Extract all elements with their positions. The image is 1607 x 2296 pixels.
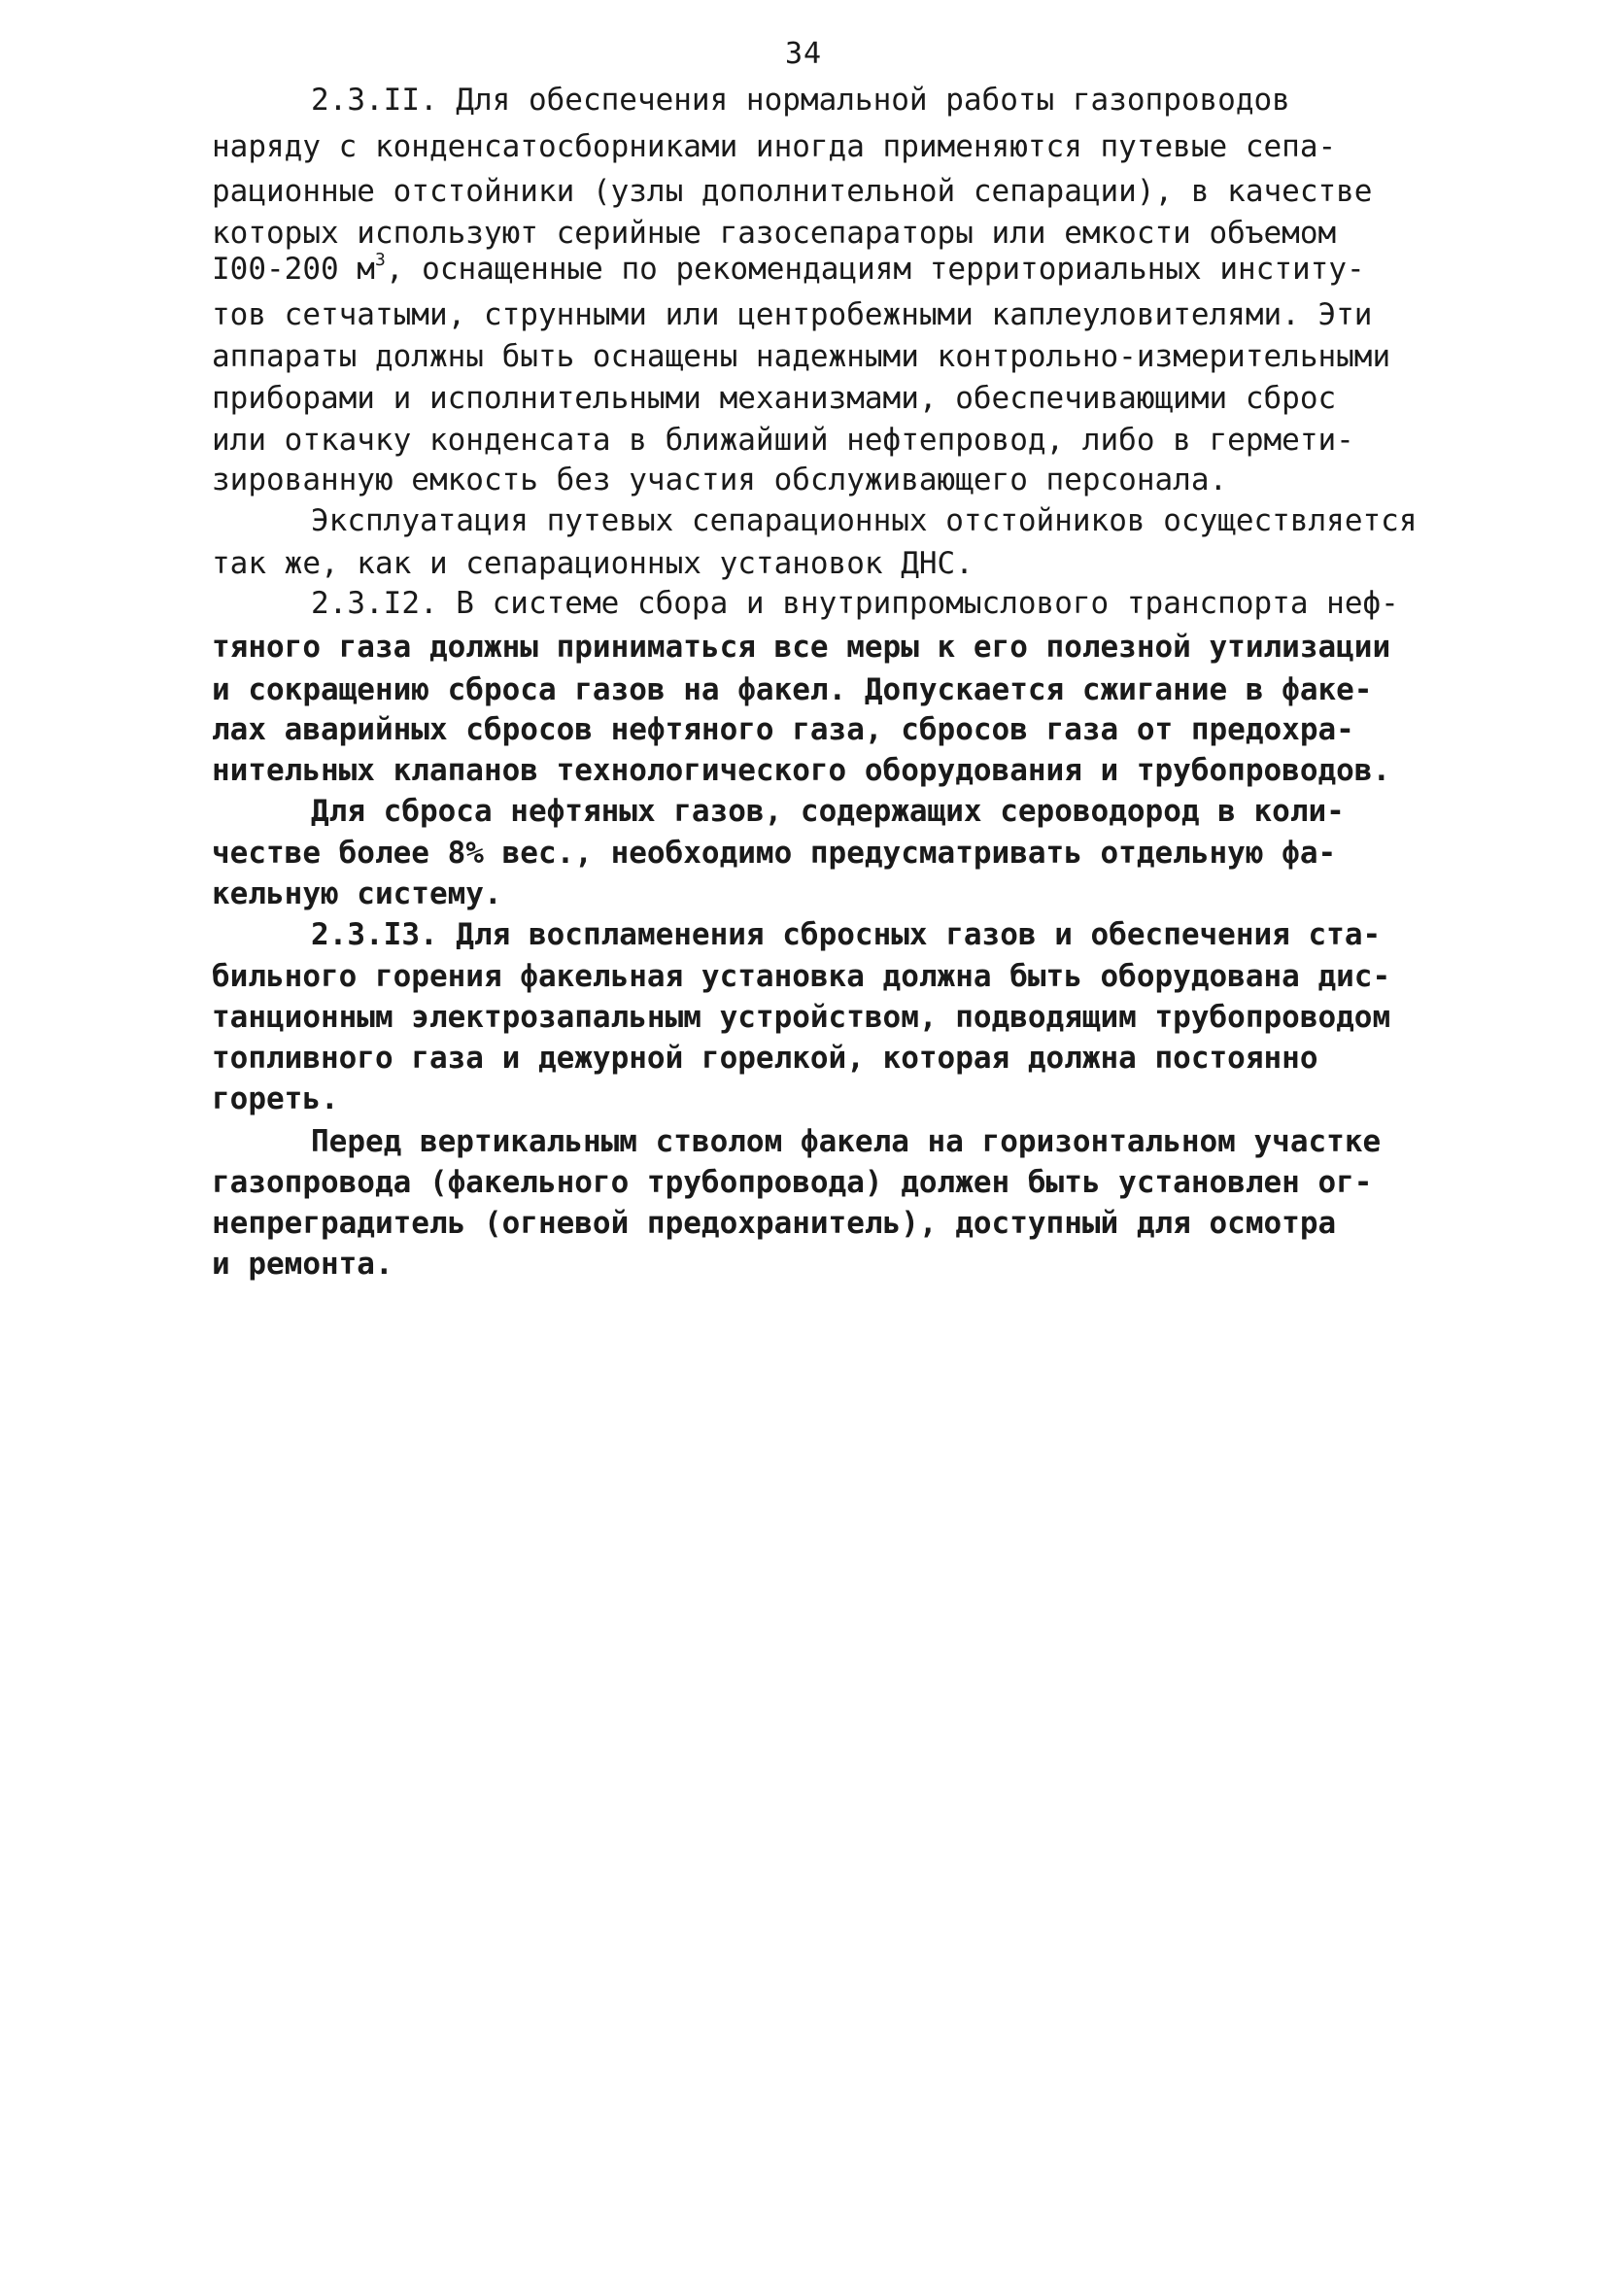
text-line: наряду с конденсатосборниками иногда применяются путевые сепа-	[212, 129, 1337, 164]
text-line: тяного газа должны приниматься все меры к его полезной утилизации	[212, 630, 1391, 665]
text-line: Для сброса нефтяных газов, содержащих сероводород в коли-	[311, 794, 1345, 829]
text-line: лах аварийных сбросов нефтяного газа, сбросов газа от предохра-	[212, 712, 1354, 747]
text-line: гореть.	[212, 1081, 339, 1116]
text-line: и сокращению сброса газов на факел. Допускается сжигание в факе-	[212, 672, 1373, 707]
text-line	[212, 250, 1365, 287]
text-line: топливного газа и дежурной горелкой, которая должна постоянно	[212, 1041, 1318, 1076]
text-line: которых используют серийные газосепараторы или емкости объемом	[212, 216, 1337, 251]
text-line: аппараты должны быть оснащены надежными контрольно-измерительными	[212, 339, 1391, 374]
text-line: бильного горения факельная установка должна быть оборудована дис-	[212, 959, 1391, 994]
text-line: честве более 8% вес., необходимо предусматривать отдельную фа-	[212, 836, 1337, 871]
text-line: зированную емкость без участия обслуживающего персонала.	[212, 463, 1228, 497]
text-line: и ремонта.	[212, 1247, 393, 1282]
text-line: кельную систему.	[212, 876, 502, 911]
text-line: нительных клапанов технологического оборудования и трубопроводов.	[212, 753, 1391, 788]
text-line: газопровода (факельного трубопровода) должен быть установлен ог-	[212, 1165, 1373, 1200]
text-line: тов сетчатыми, струнными или центробежными каплеуловителями. Эти	[212, 297, 1373, 332]
text-line: или откачку конденсата в ближайший нефтепровод, либо в гермети-	[212, 423, 1354, 458]
text-line: Эксплуатация путевых сепарационных отстойников осуществляется	[311, 503, 1418, 538]
text-fragment: , оснащенные по рекомендациям территориальных институ-	[385, 252, 1365, 287]
text-line: Перед вертикальным стволом факела на горизонтальном участке	[311, 1124, 1382, 1159]
text-line: 2.3.I2. В системе сбора и внутрипромыслового транспорта неф-	[311, 586, 1399, 621]
superscript: 3	[374, 250, 386, 270]
text-line: приборами и исполнительными механизмами, обеспечивающими сброс	[212, 381, 1337, 416]
text-line: 2.3.II. Для обеспечения нормальной работы газопроводов	[311, 83, 1290, 118]
text-fragment: I00-200 м	[212, 252, 375, 287]
text-line: танционным электрозапальным устройством, подводящим трубопроводом	[212, 1000, 1391, 1035]
text-line: так же, как и сепарационных установок ДНС.	[212, 546, 974, 581]
text-line: непреградитель (огневой предохранитель), доступный для осмотра	[212, 1206, 1337, 1241]
text-line: 2.3.I3. Для воспламенения сбросных газов и обеспечения ста-	[311, 917, 1382, 952]
page-number: 34	[784, 37, 823, 71]
text-line: рационные отстойники (узлы дополнительной сепарации), в качестве	[212, 174, 1373, 209]
